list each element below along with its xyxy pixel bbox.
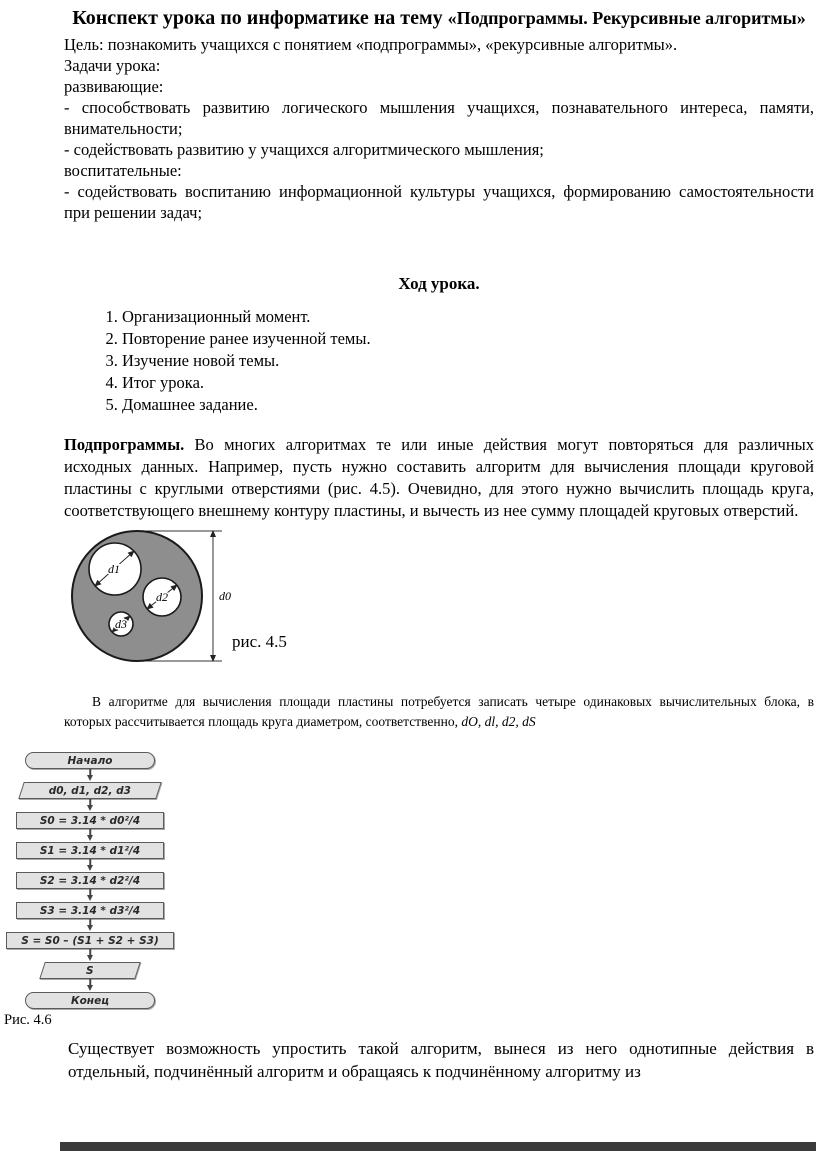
- lesson-plan-list: [64, 306, 814, 416]
- flowchart-block-label: Конец: [71, 994, 109, 1007]
- plate-outline: [72, 531, 202, 661]
- label-d1: d1: [108, 562, 120, 576]
- educational-heading: воспитательные:: [64, 161, 182, 180]
- flowchart-arrow: [84, 979, 96, 992]
- list-item: 3. Изучение новой темы.: [122, 350, 814, 372]
- figure-plate: [64, 528, 404, 676]
- note-text: В алгоритме для вычисления площади пластины потребуется записать четыре одинаковых вычислительных блока, в которых рассчитывается площадь круга диаметром, соответственно,: [64, 694, 814, 729]
- label-d0: d0: [219, 589, 231, 603]
- note-paragraph: [64, 692, 814, 732]
- flowchart-figure: [4, 752, 176, 1029]
- flowchart-arrow: [84, 949, 96, 962]
- subroutines-body: Во многих алгоритмах те или иные действия могут повторяться для различных исходных данных. Например, пусть нужно составить алгоритм для вычисления площади круговой пластины с круглыми отверстиями (рис. 4.5). Очевидно, для этого нужно вычислить площадь круга, соответствующего внешнему контуру пластины, и вычесть из нее сумму площадей круговых отверстий.: [64, 435, 814, 520]
- label-d3: d3: [115, 617, 127, 631]
- flowchart-start-block: [25, 752, 155, 769]
- flowchart-process-block: [16, 902, 164, 919]
- task-item-2: - содействовать развитию у учащихся алгоритмического мышления;: [64, 140, 544, 159]
- flowchart-arrow: [84, 919, 96, 932]
- flowchart-end-block: [25, 992, 155, 1009]
- flowchart-block-label: Начало: [67, 754, 113, 767]
- developing-heading: развивающие:: [64, 77, 164, 96]
- flowchart-arrow: [84, 859, 96, 872]
- closing-paragraph: Существует возможность упростить такой алгоритм, вынеся из него однотипные действия в отдельный, подчинённый алгоритм и обращаясь к подчинённому алгоритму из: [68, 1039, 814, 1081]
- title-prefix: Конспект урока по информатике на тему: [72, 7, 448, 29]
- flowchart-arrow: [84, 889, 96, 902]
- note-variables: dO, dl, d2, dS: [461, 714, 536, 729]
- figure1-caption: рис. 4.5: [232, 632, 287, 651]
- subroutines-lead: Подпрограммы.: [64, 435, 185, 454]
- page-title: [64, 6, 814, 30]
- subroutines-paragraph: [64, 434, 814, 522]
- flowchart-block-label: d0, d1, d2, d3: [48, 784, 132, 797]
- flowchart-arrow: [84, 799, 96, 812]
- flowchart-block-label: S: [86, 964, 94, 977]
- flowchart-process-block: [16, 872, 164, 889]
- flowchart-arrow: [84, 769, 96, 782]
- list-item: 2. Повторение ранее изученной темы.: [122, 328, 814, 350]
- list-item: 5. Домашнее задание.: [122, 394, 814, 416]
- plate-diagram: [64, 528, 404, 676]
- flowchart-block-label: S2 = 3.14 * d2²/4: [39, 874, 141, 887]
- figure2-caption: Рис. 4.6: [4, 1012, 52, 1028]
- flowchart-block-label: S = S0 – (S1 + S2 + S3): [21, 934, 159, 947]
- flowchart-arrow: [84, 829, 96, 842]
- tasks-heading: Задачи урока:: [64, 56, 161, 75]
- flowchart-process-block: [16, 842, 164, 859]
- flowchart-block-label: S1 = 3.14 * d1²/4: [39, 844, 141, 857]
- flowchart-input-block: [18, 782, 162, 799]
- list-item: 1. Организационный момент.: [122, 306, 814, 328]
- flowchart-block-label: S3 = 3.14 * d3²/4: [39, 904, 141, 917]
- goal-line: Цель: познакомить учащихся с понятием «подпрограммы», «рекурсивные алгоритмы».: [64, 35, 678, 54]
- lesson-flow-heading: Ход урока.: [398, 274, 480, 293]
- bottom-bar: [60, 1142, 816, 1151]
- task-item-1: - способствовать развитию логического мышления учащихся, познавательного интереса, памяти, внимательности;: [64, 98, 814, 138]
- flowchart-output-block: [39, 962, 141, 979]
- task-item-3: - содействовать воспитанию информационной культуры учащихся, формированию самостоятельности при решении задач;: [64, 182, 814, 222]
- flowchart-block-label: S0 = 3.14 * d0²/4: [39, 814, 141, 827]
- flowchart-process-block: [6, 932, 174, 949]
- label-d2: d2: [156, 590, 168, 604]
- title-topic: «Подпрограммы. Рекурсивные алгоритмы»: [447, 8, 806, 28]
- flowchart-process-block: [16, 812, 164, 829]
- list-item: 4. Итог урока.: [122, 372, 814, 394]
